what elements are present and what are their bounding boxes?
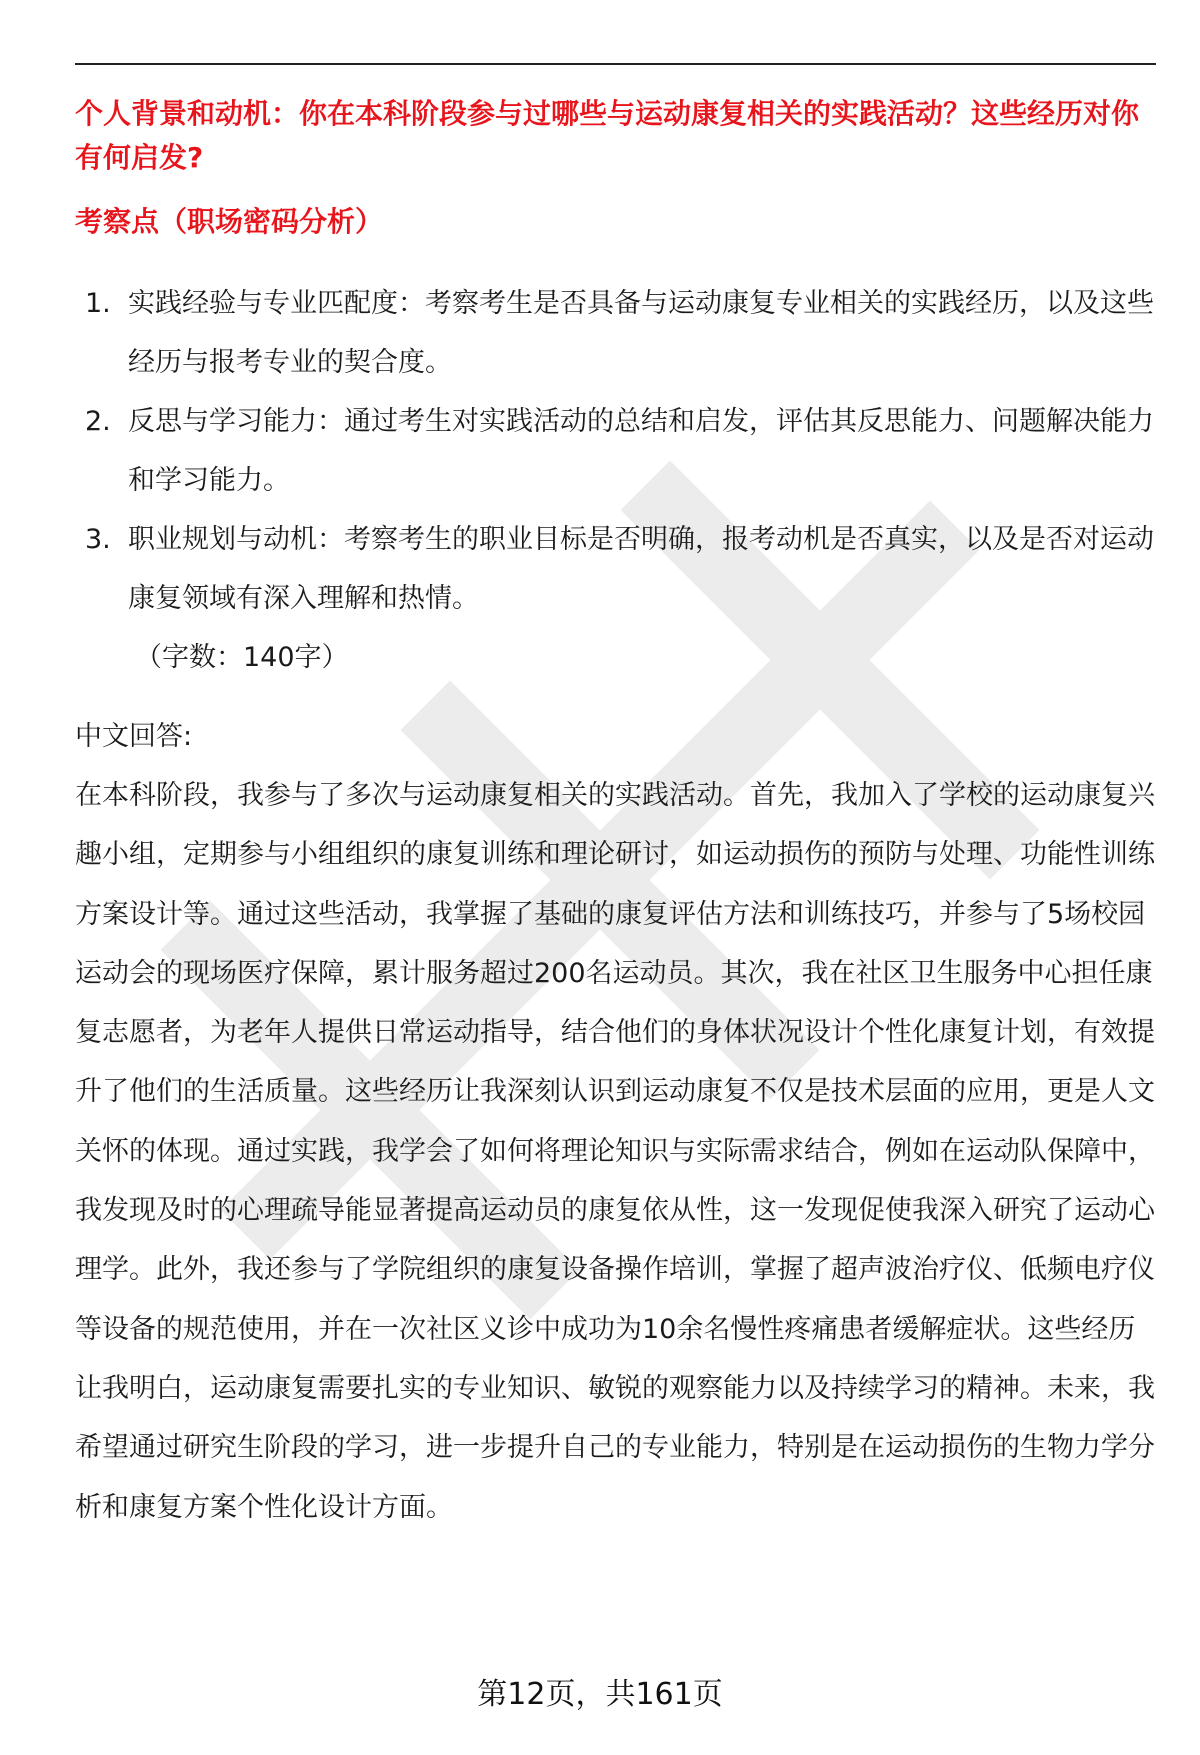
list-item — [75, 274, 1156, 392]
list-item-number: 2. — [85, 406, 111, 437]
analysis-points-list — [75, 274, 1156, 628]
answer-paragraph: 在本科阶段，我参与了多次与运动康复相关的实践活动。首先，我加入了学校的运动康复兴趣小组，定期参与小组组织的康复训练和理论研讨，如运动损伤的预防与处理、功能性训练方案设计等。通过这些活动，我掌握了基础的康复评估方法和训练技巧，并参与了5场校园运动会的现场医疗保障，累计服务超过200名运动员。其次，我在社区卫生服务中心担任康复志愿者，为老年人提供日常运动指导，结合他们的身体状况设计个性化康复计划，有效提升了他们的生活质量。这些经历让我深刻认识到运动康复不仅是技术层面的应用，更是人文关怀的体现。通过实践，我学会了如何将理论知识与实际需求结合，例如在运动队保障中，我发现及时的心理疏导能显著提高运动员的康复依从性，这一发现促使我深入研究了运动心理学。此外，我还参与了学院组织的康复设备操作培训，掌握了超声波治疗仪、低频电疗仪等设备的规范使用，并在一次社区义诊中成功为10余名慢性疼痛患者缓解症状。这些经历让我明白，运动康复需要扎实的专业知识、敏锐的观察能力以及持续学习的精神。未来，我希望通过研究生阶段的学习，进一步提升自己的专业能力，特别是在运动损伤的生物力学分析和康复方案个性化设计方面。 — [75, 780, 1155, 1523]
list-item-text: 实践经验与专业匹配度：考察考生是否具备与运动康复专业相关的实践经历，以及这些经历与报考专业的契合度。 — [128, 288, 1154, 378]
question-heading: 个人背景和动机：你在本科阶段参与过哪些与运动康复相关的实践活动？这些经历对你有何启发? — [75, 97, 1140, 174]
page-number-footer: 第12页，共161页 — [477, 1677, 723, 1712]
list-item-text: 反思与学习能力：通过考生对实践活动的总结和启发，评估其反思能力、问题解决能力和学习能力。 — [128, 406, 1154, 496]
list-item-text: 职业规划与动机：考察考生的职业目标是否明确，报考动机是否真实，以及是否对运动康复领域有深入理解和热情。 — [128, 524, 1154, 614]
top-rule — [75, 63, 1156, 65]
section-title: 考察点（职场密码分析） — [75, 205, 384, 238]
answer-label: 中文回答: — [75, 721, 193, 752]
list-item — [75, 510, 1156, 628]
list-item-number: 1. — [85, 288, 111, 319]
word-count: （字数：140字） — [135, 642, 349, 673]
main-content — [75, 92, 1156, 1537]
list-item — [75, 392, 1156, 510]
list-item-number: 3. — [85, 524, 111, 555]
